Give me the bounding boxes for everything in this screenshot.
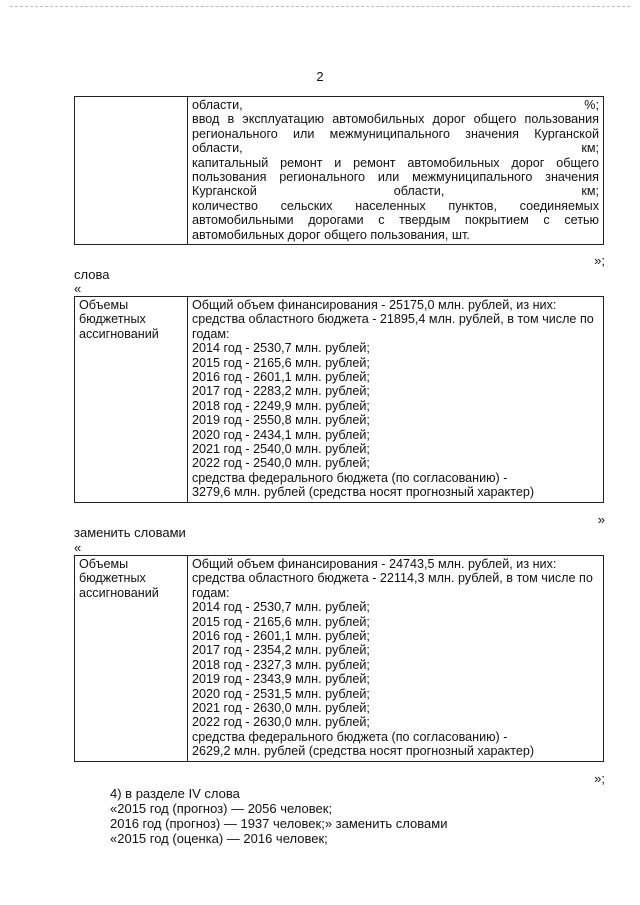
replace-words: заменить словами (74, 525, 186, 540)
page-number: 2 (316, 69, 324, 84)
text-line: средства федерального бюджета (по согласованию) - (192, 729, 508, 744)
text-line: средства областного бюджета - 21895,4 млн. рублей, в том числе по (192, 312, 594, 327)
text-line: 2021 год - 2540,0 млн. рублей; (192, 442, 370, 457)
budget-label-cell (75, 556, 188, 762)
text-line: 2020 год - 2531,5 млн. рублей; (192, 686, 370, 701)
para4-line: 4) в разделе IV слова (110, 786, 240, 801)
para4-line: «2015 год (прогноз) — 2056 человек; (110, 801, 333, 816)
budget-values-cell (188, 556, 604, 762)
text-line: Курганской области, км; (192, 184, 599, 199)
old-budget-table (74, 296, 604, 503)
text-line: автомобильных дорог общего пользования, шт. (192, 227, 470, 242)
text-line: ассигнований (79, 585, 159, 600)
text-line: средства федерального бюджета (по согласованию) - (192, 470, 508, 485)
text-line: средства областного бюджета - 22114,3 млн. рублей, в том числе по (192, 571, 593, 586)
text-line: 2016 год - 2601,1 млн. рублей; (192, 629, 370, 644)
text-line: 2017 год - 2283,2 млн. рублей; (192, 384, 370, 399)
text-line: 2022 год - 2630,0 млн. рублей; (192, 715, 370, 730)
table-row (75, 97, 604, 245)
text-line: 2018 год - 2249,9 млн. рублей; (192, 398, 370, 413)
text-line: 3279,6 млн. рублей (средства носят прогнозный характер) (192, 485, 535, 500)
text-line: 2014 год - 2530,7 млн. рублей; (192, 600, 370, 615)
text-line: 2629,2 млн. рублей (средства носят прогнозный характер) (192, 744, 535, 759)
text-line: 2022 год - 2540,0 млн. рублей; (192, 456, 370, 471)
text-line: области, %; (192, 98, 599, 112)
table-row (75, 556, 604, 762)
text-line: области, км; (192, 141, 599, 156)
budget-label-cell (75, 297, 188, 503)
text-line: 2015 год - 2165,6 млн. рублей; (192, 355, 370, 370)
text-line: автомобильными дорогами с твердым покрытием с сетью (192, 213, 599, 228)
text-line: годам: (192, 326, 230, 341)
budget-values-cell (188, 297, 604, 503)
text-line: 2020 год - 2434,1 млн. рублей; (192, 427, 370, 442)
indicators-table (74, 96, 604, 245)
text-line: ассигнований (79, 326, 159, 341)
text-line: 2019 год - 2343,9 млн. рублей; (192, 672, 370, 687)
para4-line: 2016 год (прогноз) — 1937 человек;» заменить словами (110, 816, 448, 831)
text-line: Объемы (79, 557, 129, 571)
text-line: 2017 год - 2354,2 млн. рублей; (192, 643, 370, 658)
text-line: бюджетных (79, 312, 146, 327)
text-line: Общий объем финансирования - 24743,5 млн. рублей, из них: (192, 557, 557, 571)
new-budget-table (74, 555, 604, 762)
word-slova: слова (74, 267, 110, 282)
text-line: 2014 год - 2530,7 млн. рублей; (192, 341, 370, 356)
para4-line: «2015 год (оценка) — 2016 человек; (110, 831, 328, 846)
label-cell-empty (75, 97, 188, 245)
indicators-cell (188, 97, 604, 245)
text-line: количество сельских населенных пунктов, соединяемых (192, 198, 599, 213)
closing-quote-2: » (597, 512, 605, 527)
scan-edge-line (10, 6, 630, 7)
text-line: 2018 год - 2327,3 млн. рублей; (192, 657, 370, 672)
text-line: капитальный ремонт и ремонт автомобильных дорог общего (192, 155, 599, 170)
text-line: пользования регионального или межмуниципального значения (192, 170, 599, 185)
opening-quote-1: « (74, 281, 82, 296)
closing-quote-3: »; (594, 771, 605, 786)
opening-quote-2: « (74, 540, 82, 555)
text-line: ввод в эксплуатацию автомобильных дорог общего пользования (192, 112, 599, 127)
text-line: 2019 год - 2550,8 млн. рублей; (192, 413, 370, 428)
text-line: 2015 год - 2165,6 млн. рублей; (192, 614, 370, 629)
text-line: регионального или межмуниципального значения Курганской (192, 126, 599, 141)
text-line: бюджетных (79, 571, 146, 586)
closing-quote-1: »; (594, 253, 605, 268)
text-line: Объемы (79, 298, 129, 312)
text-line: Общий объем финансирования - 25175,0 млн. рублей, из них: (192, 298, 557, 312)
table-row (75, 297, 604, 503)
text-line: 2016 год - 2601,1 млн. рублей; (192, 370, 370, 385)
text-line: годам: (192, 585, 230, 600)
text-line: 2021 год - 2630,0 млн. рублей; (192, 701, 370, 716)
